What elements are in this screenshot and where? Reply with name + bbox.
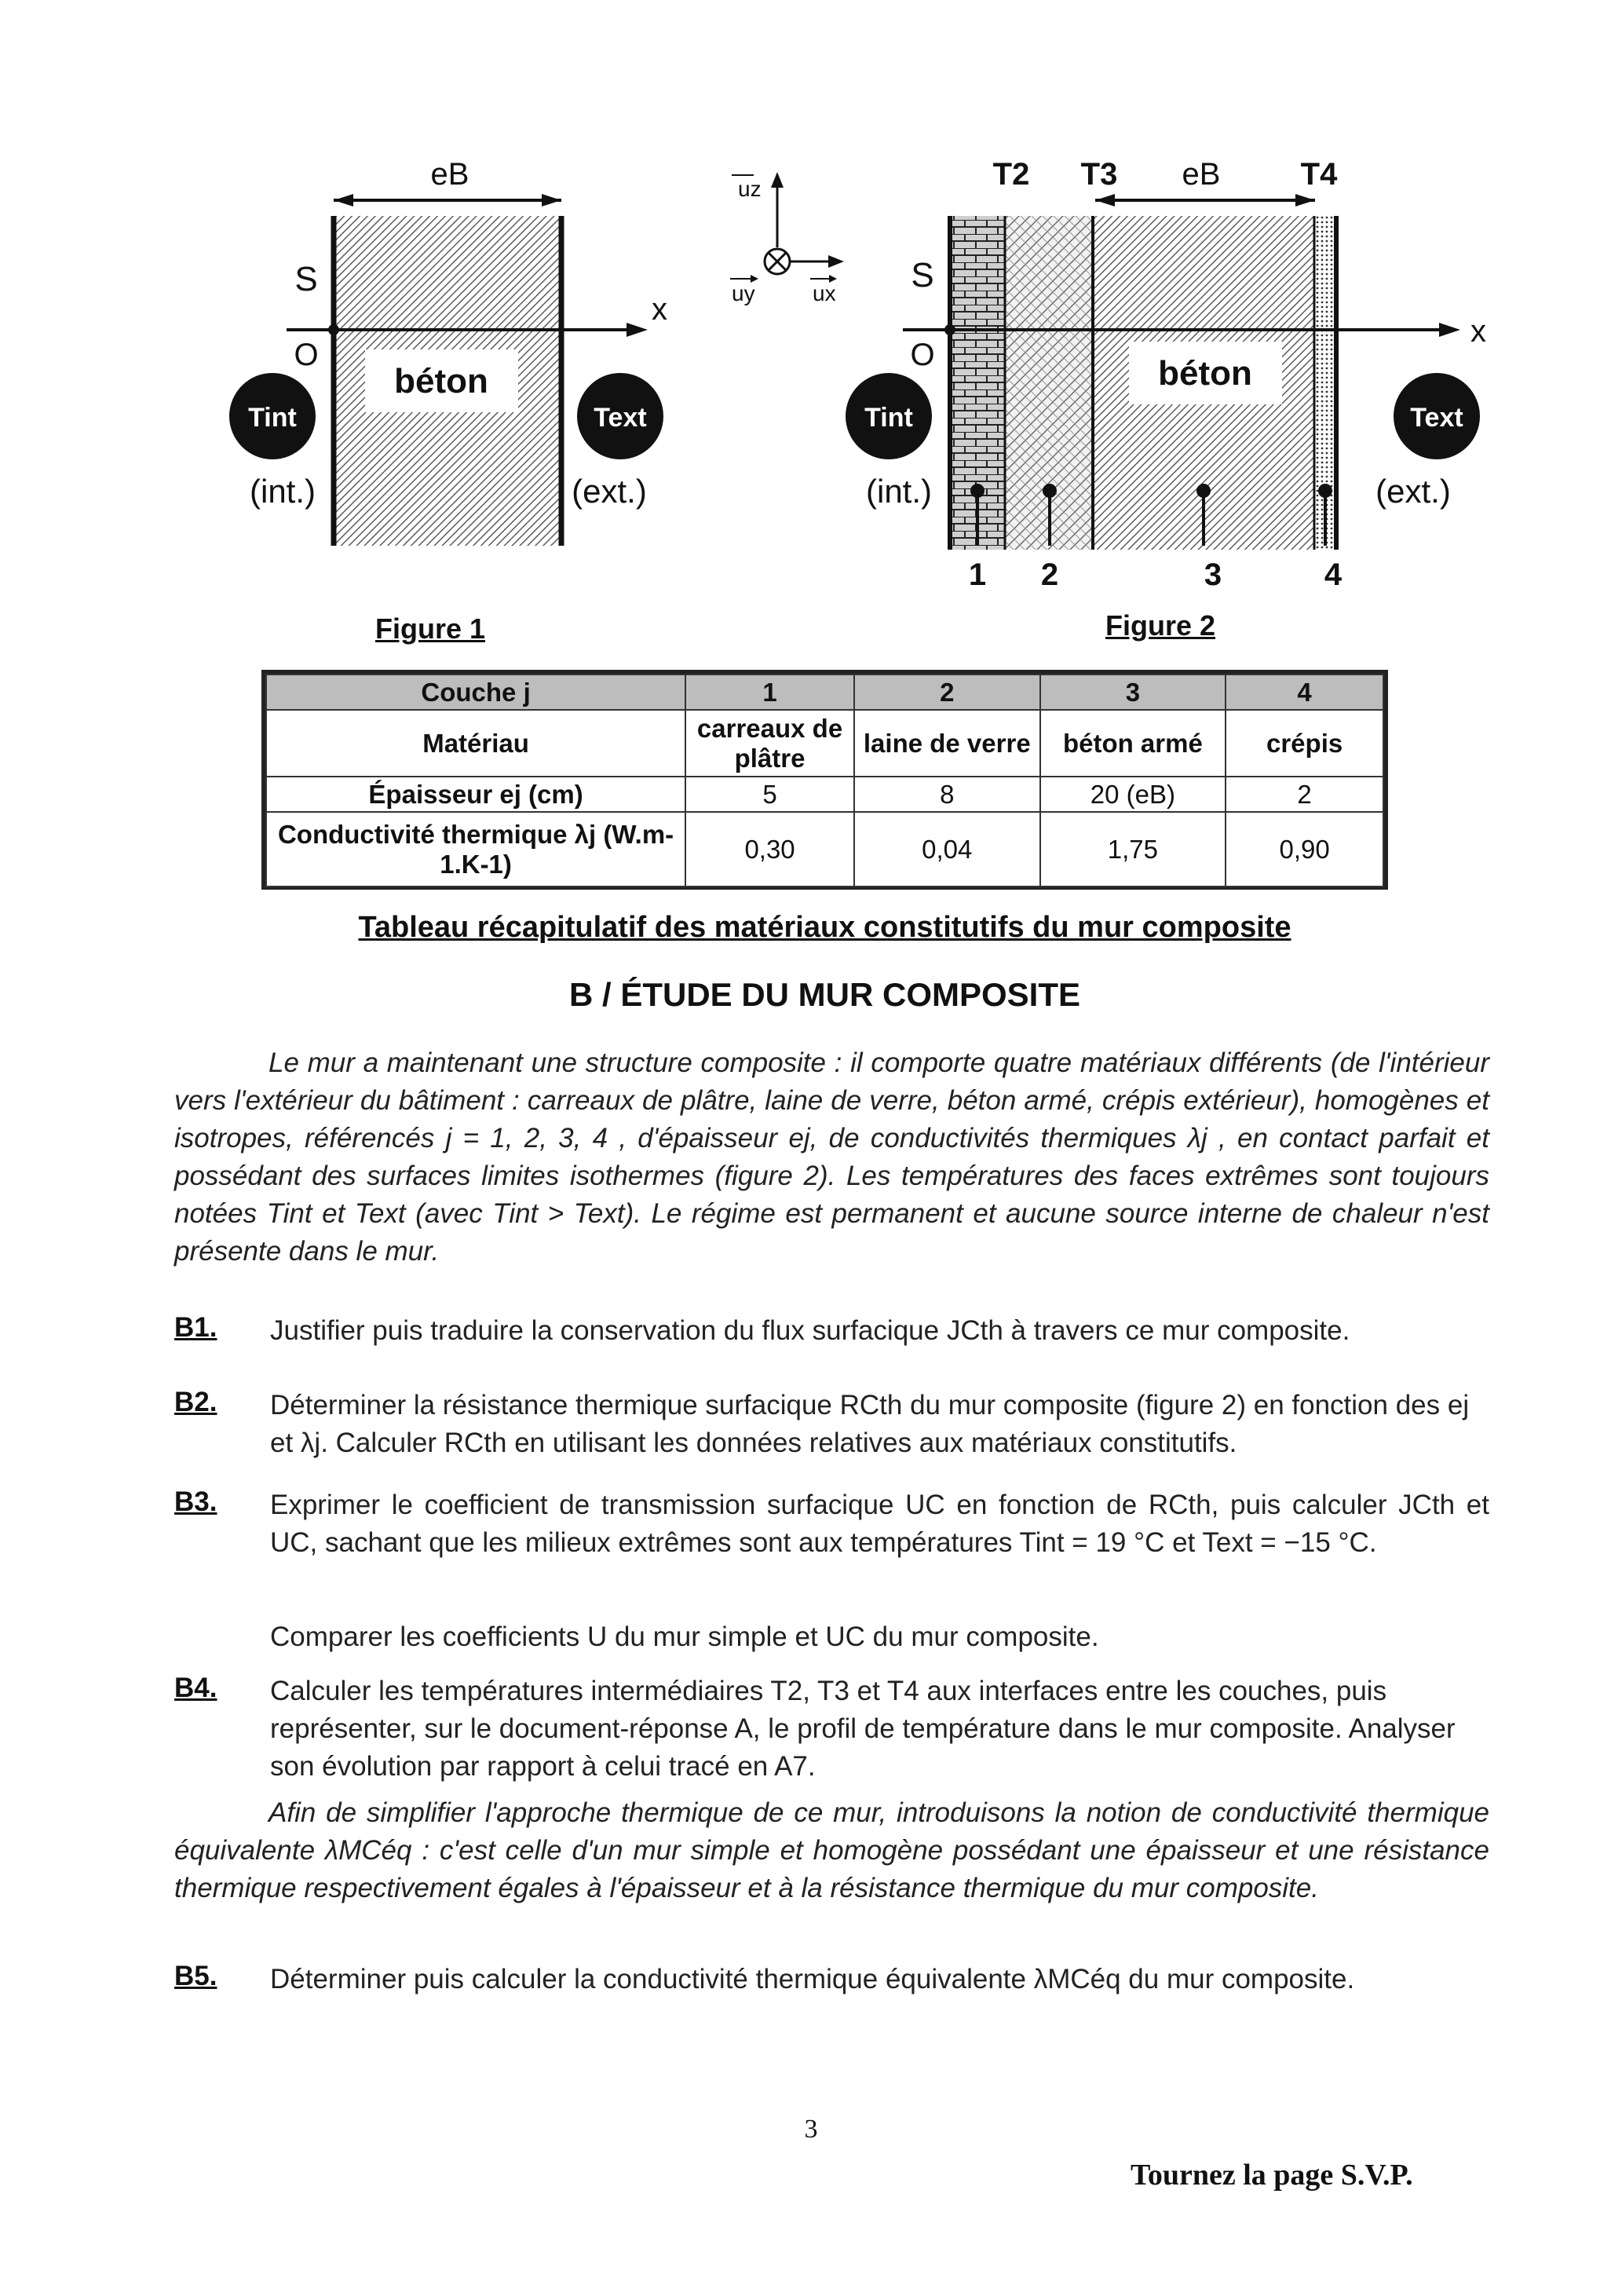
materiau-2: laine de verre [854,710,1040,777]
couche-4: 4 [1226,675,1383,710]
page-number: 3 [804,2115,818,2144]
epaisseur-2: 8 [854,777,1040,812]
fig2-ext-label: (ext.) [1375,473,1451,510]
fig1-s-label: S [294,260,318,298]
fig1-ext-label: (ext.) [572,473,647,510]
question-b4-text: Calculer les températures intermédiaires T2, T3 et T4 aux interfaces entre les couches, puis représenter, sur le document-réponse A, le profil de température dans le mur composite. Analyser son évolution par rapport à celui tracé en A7. [270,1676,1456,1782]
couche-3: 3 [1040,675,1226,710]
figure-1-caption: Figure 1 [375,612,486,645]
question-b5-label: B5. [174,1961,217,1991]
fig2-o-label: O [910,338,935,372]
materials-table [261,670,1388,890]
materiau-4: crépis [1226,710,1383,777]
fig1-eb-label: eB [430,157,469,192]
materiau-header: Matériau [266,710,685,777]
figure-2 [844,149,1496,652]
conductivite-2: 0,04 [854,812,1040,887]
fig1-beton-label: béton [394,362,488,400]
fig1-o-label: O [294,338,319,372]
question-b3-label: B3. [174,1486,217,1517]
fig2-t4-label: T4 [1300,157,1338,192]
materiau-1: carreaux de plâtre [685,710,854,777]
axis-uy-label: uy [732,281,755,305]
materiau-3: béton armé [1040,710,1226,777]
equivalent-conductivity-paragraph: Afin de simplifier l'approche thermique de ce mur, introduisons la notion de conductivité thermique équivalente λMCéq : c'est celle d'un mur simple et homogène possédant une épaisseur et une résistance thermique respectivement égales à l'épaisseur et à la résistance thermique du mur composite. [174,1797,1489,1903]
question-b2-text: Déterminer la résistance thermique surfacique RCth du mur composite (figure 2) en fonction des ej et λj. Calculer RCth en utilisant les données relatives aux matériaux constitutifs. [270,1390,1470,1458]
conductivite-4: 0,90 [1226,812,1383,887]
fig2-layer-2-number: 2 [1040,558,1059,592]
fig1-text-label: Text [594,403,647,433]
question-b5-text: Déterminer puis calculer la conductivité thermique équivalente λMCéq du mur composite. [270,1964,1355,1994]
table-caption: Tableau récapitulatif des matériaux constitutifs du mur composite [358,911,1291,944]
couche-2: 2 [854,675,1040,710]
section-title: B / ÉTUDE DU MUR COMPOSITE [568,976,1081,1013]
fig2-layer-1-number: 1 [968,558,987,592]
fig1-tint-label: Tint [248,403,297,433]
fig2-t2-label: T2 [992,157,1030,192]
intro-paragraph: Le mur a maintenant une structure composite : il comporte quatre matériaux différents (de l'intérieur vers l'extérieur du bâtiment : carreaux de plâtre, laine de verre, béton armé, crépis extérieur), homogènes et isotropes, référencés j = 1, 2, 3, 4 , d'épaisseur ej, de conductivités thermiques λj , en contact parfait et possédant des surfaces limites isothermes (figure 2). Les températures des faces extrêmes sont toujours notées Tint et Text (avec Tint > Text). Le régime est permanent et aucune source interne de chaleur n'est présente dans le mur. [174,1047,1489,1267]
couche-header: Couche j [266,675,685,710]
fig2-x-label: x [1470,314,1486,349]
fig2-eb-label: eB [1182,157,1221,192]
epaisseur-4: 2 [1226,777,1383,812]
epaisseur-3: 20 (eB) [1040,777,1226,812]
fig2-t3-label: T3 [1080,157,1118,192]
turn-page-footer: Tournez la page S.V.P. [1131,2159,1413,2192]
figure-2-caption: Figure 2 [1105,609,1216,642]
fig1-int-label: (int.) [250,473,316,510]
axis-ux-label: ux [813,281,836,305]
fig2-text-label: Text [1410,403,1463,433]
question-b2-label: B2. [174,1387,217,1417]
conductivite-3: 1,75 [1040,812,1226,887]
fig2-int-label: (int.) [866,473,932,510]
fig2-layer-4-number: 4 [1324,558,1343,592]
question-b3-text: Exprimer le coefficient de transmission surfacique UC en fonction de RCth, puis calculer JCth et UC, sachant que les milieux extrêmes sont aux températures Tint = 19 °C et Text = −15 °C. [270,1490,1489,1558]
fig2-beton-label: béton [1158,354,1252,393]
axis-uz-label: uz [738,177,762,201]
question-b4-label: B4. [174,1673,217,1703]
fig1-x-label: x [652,292,667,327]
question-b1-text: Justifier puis traduire la conservation du flux surfacique JCth à travers ce mur composite. [270,1315,1350,1346]
fig2-tint-label: Tint [864,403,913,433]
epaisseur-1: 5 [685,777,854,812]
axes-triad [722,161,856,318]
fig2-layer-3-number: 3 [1204,558,1222,592]
question-b3-text-2: Comparer les coefficients U du mur simple et UC du mur composite. [270,1621,1099,1652]
couche-1: 1 [685,675,854,710]
question-b1-label: B1. [174,1312,217,1343]
conductivite-1: 0,30 [685,812,854,887]
figure-1 [228,153,683,656]
fig2-s-label: S [911,256,934,294]
conductivite-header: Conductivité thermique λj (W.m-1.K-1) [266,812,685,887]
epaisseur-header: Épaisseur ej (cm) [266,777,685,812]
